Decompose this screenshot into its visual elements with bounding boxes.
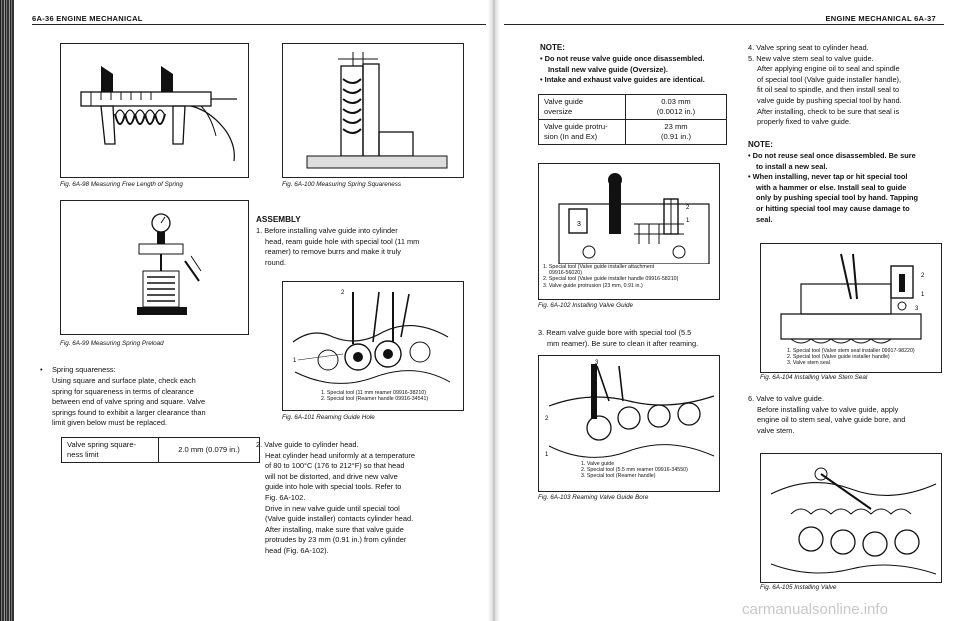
step6-line: engine oil to stem seal, valve guide bore, and [757,415,906,425]
step4-line: valve guide by pushing special tool by hand. [757,95,902,105]
note2-body [748,151,948,225]
note2-line: to install a new seal. [756,161,828,171]
spec-value: (0.0012 in.) [656,107,696,116]
svg-text:1: 1 [545,452,549,458]
step3-line: mm reamer). Be sure to clean it after reaming. [547,338,699,348]
fig103-illustration [538,355,720,492]
fig105-illustration [760,453,942,583]
spec-label: sion (In and Ex) [544,132,598,141]
step4-line: fit oil seal to spindle, and then install seal to [757,85,900,95]
step4-line: properly fixed to valve guide. [757,117,852,127]
fig102-legend [543,264,717,289]
note2-line: or hitting special tool may cause damage to [756,203,910,213]
spec-row [539,95,727,120]
assembly-heading: ASSEMBLY [256,215,301,224]
left-page-header: 6A-36 ENGINE MECHANICAL [32,14,143,23]
fig104-illustration [760,243,942,373]
svg-text:1: 1 [293,358,297,364]
note2-line: with a hammer or else. Install seal to guide [756,182,907,192]
fig103-legend-line: 2. Special tool (5.5 mm reamer 09916-34550) [581,467,688,474]
squareness-line: Using square and surface plate, check each [52,376,196,385]
step1-line: 1. Before installing valve guide into cylinder [256,226,398,235]
spec-value: 23 mm [664,122,688,131]
limit-label-cell [62,438,159,463]
note2-line: only by pushing special tool by hand. Tapping [756,193,919,203]
step4-line: of special tool (Valve guide installer handle), [757,74,902,84]
step2-line: 2. Valve guide to cylinder head. [256,440,359,449]
right-header-rule [504,24,944,25]
step1-line: round. [265,257,286,267]
step2-line: After installing, make sure that valve guide [265,524,404,534]
squareness-title: Spring squareness: [52,365,116,374]
step6-text [748,394,948,436]
fig105-caption: Fig. 6A-105 Installing Valve [760,584,837,591]
step2-line: Drive in new valve guide until special tool [265,503,400,513]
step4-5-text [748,43,948,128]
spec-label: oversize [544,107,573,116]
fig102-caption: Fig. 6A-102 Installing Valve Guide [538,302,633,309]
step3-text [538,328,738,349]
step4-line: 4. Valve spring seat to cylinder head. [748,43,869,52]
svg-text:2: 2 [686,205,690,211]
page-binding-edge [0,0,14,621]
fig101-illustration [282,281,464,411]
fig104-legend-line: 2. Special tool (Valve guide installer handle) [787,354,890,361]
spec-row [539,120,727,145]
page-gutter [488,0,500,621]
fig103-legend-line: 3. Special tool (Reamer handle) [581,473,656,480]
squareness-body [52,376,257,429]
step6-line: 6. Valve to valve guide. [748,394,824,403]
valve-guide-spec-table [538,94,727,145]
left-header-rule [32,24,486,25]
fig101-legend-line: 1. Special tool (11 mm reamer 09916-38210) [321,390,427,396]
svg-text:2: 2 [341,290,345,296]
step2-line: of 80 to 100°C (176 to 212°F) so that head [265,461,405,471]
fig100-caption: Fig. 6A-100 Measuring Spring Squareness [282,181,402,188]
step3-line: 3. Ream valve guide bore with special tool (5.5 [538,328,692,337]
svg-text:2: 2 [545,416,549,422]
step6-line: valve stem. [757,425,795,435]
svg-text:3: 3 [577,221,581,228]
note-item-text: Install new valve guide (Oversize). [548,64,668,74]
fig98-caption: Fig. 6A-98 Measuring Free Length of Spring [60,181,183,188]
fig102-legend-line: 09916-56020) [549,270,582,277]
spec-label-cell [539,95,626,120]
fig104-legend-line: 3. Valve stem seal [787,360,830,367]
step2-line: will not be distorted, and drive new valve [265,471,398,481]
step2-line: (Valve guide installer) contacts cylinder head. [265,514,414,524]
step1-line: head, ream guide hole with special tool (11 mm [265,236,420,246]
fig102-legend-line: 3. Valve guide protrusion (23 mm, 0.91 in.) [543,282,643,289]
fig99-illustration [60,200,249,335]
squareness-line: spring for squareness in terms of clearance [52,386,194,396]
fig101-legend [321,390,428,402]
limit-value-cell: 2.0 mm (0.079 in.) [159,438,260,463]
step2-text [256,440,476,557]
limit-label-line: ness limit [67,450,99,459]
step2-line: Fig. 6A-102. [265,492,306,502]
fig102-legend-line: 1. Special tool (Valve guide installer attachment [543,264,655,270]
svg-text:3: 3 [595,360,599,366]
spec-value-cell [626,120,727,145]
squareness-line: between end of valve spring and square. Valve [52,397,206,407]
spec-label-cell [539,120,626,145]
step6-line: Before installing valve to valve guide, apply [757,404,899,414]
note-item: • Do not reuse valve guide once disassembled. [540,54,705,63]
fig98-illustration [60,43,249,178]
fig100-illustration [282,43,464,178]
watermark-text: carmanualsonline.info [742,601,888,618]
fig103-legend [581,461,688,480]
fig102-illustration [538,163,720,300]
svg-text:1: 1 [921,292,925,298]
fig101-legend-line: 2. Special tool (Reamer handle 09916-34541) [321,396,429,403]
svg-text:2: 2 [921,273,925,279]
fig103-caption: Fig. 6A-103 Reaming Valve Guide Bore [538,494,649,501]
squareness-line: limit given below must be replaced. [52,418,168,428]
step2-line: head (Fig. 6A-102). [265,545,329,555]
step2-line: protrudes by 23 mm (0.91 in.) from cylinder [265,535,407,545]
step2-line: guide into hole with special tools. Refer to [265,482,402,492]
step4-line: After installing, check to be sure that seal is [757,106,900,116]
fig104-caption: Fig. 6A-104 Installing Valve Stem Seal [760,374,868,381]
spec-value: (0.91 in.) [661,132,691,141]
step1-line: reamer) to remove burrs and make it truly [265,247,401,257]
note2-line: seal. [756,214,773,224]
fig102-legend-line: 2. Special tool (Valve guide installer handle 09916-58210) [543,276,679,283]
spec-value: 0.03 mm [661,97,691,106]
svg-text:3: 3 [915,306,919,312]
spring-limit-table [61,437,260,463]
bullet-dot: • [40,365,43,374]
note-item-text: Do not reuse valve guide once disassembled. [544,54,705,63]
fig104-legend [787,348,915,367]
note-items [540,54,740,86]
right-page-header: ENGINE MECHANICAL 6A-37 [825,14,936,23]
spec-label: Valve guide protru- [544,122,608,131]
step2-line: Heat cylinder head uniformly at a temperature [265,450,415,460]
note-item: • Intake and exhaust valve guides are identical. [540,75,705,85]
note-item-text: Intake and exhaust valve guides are identical. [544,75,705,85]
note2-line: • When installing, never tap or hit special tool [748,172,908,182]
step4-line: After applying engine oil to seal and spindle [757,64,900,74]
svg-text:1: 1 [686,218,690,224]
fig99-caption: Fig. 6A-99 Measuring Spring Preload [60,340,164,347]
step4-line: 5. New valve stem seal to valve guide. [748,53,874,63]
note2-title: NOTE: [748,140,773,149]
limit-label-line: Valve spring square- [67,440,137,449]
spec-value-cell [626,95,727,120]
spec-label: Valve guide [544,97,584,106]
fig103-legend-line: 1. Valve guide [581,461,615,467]
step1-text [256,226,471,268]
fig101-caption: Fig. 6A-101 Reaming Guide Hole [282,414,375,421]
note2-line: • Do not reuse seal once disassembled. Be sure [748,151,916,160]
fig104-legend-line: 1. Special tool (Valve stem seal installer 09917-98220) [787,348,915,354]
squareness-line: springs found to exhibit a larger clearance than [52,407,206,417]
note-title: NOTE: [540,43,565,52]
